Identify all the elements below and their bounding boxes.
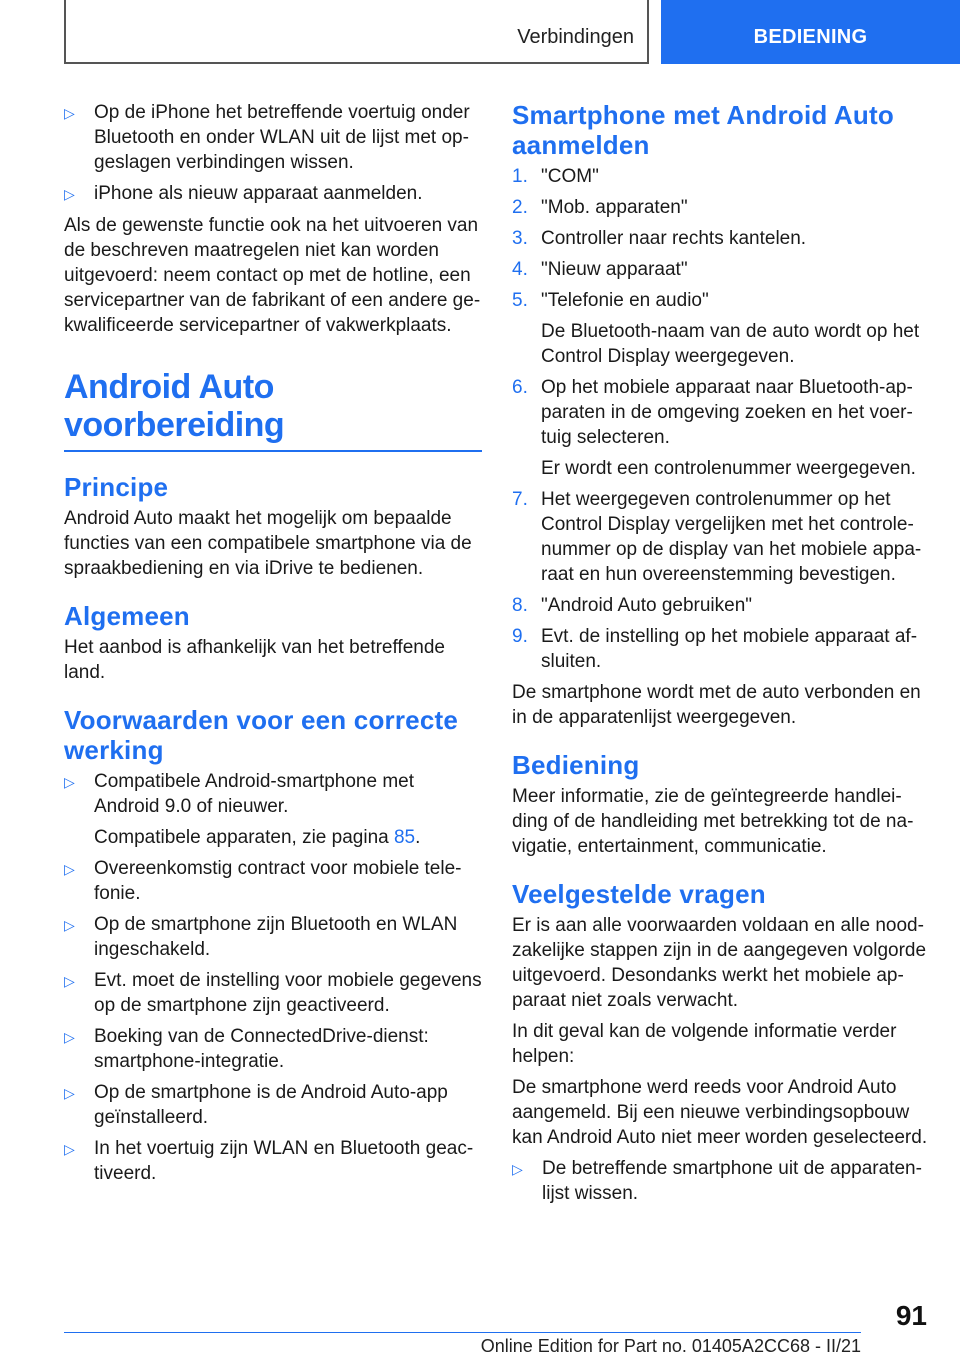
bullet-item [64, 1024, 482, 1074]
step-number: 2. [512, 197, 528, 218]
heading-principe: Principe [64, 472, 169, 502]
bullet-item [64, 912, 482, 962]
paragraph: Er is aan alle voorwaarden voldaan en alle noodzakelijke stappen zijn in de aangegeven volgorde uitgevoerd. Desondanks werkt het mobiele apparaat niet zoals verwacht. [512, 915, 927, 1011]
step-text: "COM" [541, 166, 599, 187]
step-item [512, 288, 928, 313]
bullet-item [64, 1080, 482, 1130]
step-item [512, 593, 928, 618]
bullet-text: Op de smartphone is de Android Auto-app geïnstalleerd. [94, 1082, 448, 1128]
step-text: "Nieuw apparaat" [541, 259, 688, 280]
subtext-end: . [415, 827, 421, 848]
step-number: 7. [512, 489, 528, 510]
bullet-text: Op de smartphone zijn Bluetooth en WLAN ingeschakeld. [94, 914, 458, 960]
step-number: 4. [512, 259, 528, 280]
bullet-item [64, 1136, 482, 1186]
heading-bediening: Bediening [512, 750, 640, 780]
step-text: Op het mobiele apparaat naar Bluetooth-apparaten in de omgeving zoeken en het voertuig selecteren. [541, 377, 913, 448]
footer-divider [64, 1332, 861, 1333]
bullet-text: Compatibele Android-smartphone met Android 9.0 of nieuwer. [94, 771, 415, 817]
step-number: 9. [512, 626, 528, 647]
page-number: 91 [895, 1300, 927, 1331]
paragraph: Meer informatie, zie de geïntegreerde handleiding of de handleiding met betrekking tot de navigatie, entertainment, communicatie. [512, 786, 914, 857]
page-link[interactable]: 85 [393, 827, 416, 848]
paragraph: Het aanbod is afhankelijk van het betreffende land. [64, 637, 445, 683]
heading-aanmelden: Smartphone met Android Auto aanmelden [512, 100, 894, 160]
step-item [512, 375, 928, 450]
subtext: Compatibele apparaten, zie pagina [94, 827, 394, 848]
triangle-bullet-icon: ▷ [64, 774, 75, 790]
step-item [512, 226, 928, 251]
bullet-text: In het voertuig zijn WLAN en Bluetooth geactiveerd. [94, 1138, 474, 1184]
bullet-text: Boeking van de ConnectedDrive-dienst: smartphone-integratie. [94, 1026, 429, 1072]
bullet-subtext [64, 825, 482, 850]
footer-edition: Online Edition for Part no. 01405A2CC68 - II/21 [480, 1336, 861, 1356]
step-number: 5. [512, 290, 528, 311]
paragraph: Android Auto maakt het mogelijk om bepaalde functies van een compatibele smartphone via de spraakbediening en via iDrive te bedienen. [64, 508, 472, 579]
bullet-item [512, 1156, 928, 1206]
triangle-bullet-icon: ▷ [64, 1029, 75, 1045]
paragraph: Als de gewenste functie ook na het uitvoeren van de beschreven maatregelen niet kan worden uitgevoerd: neem contact op met de hotline, een servicepartner van de fabrikant of een andere gekwalificeerde servicepartner of vakwerkplaats. [64, 215, 481, 336]
heading-voorwaarden: Voorwaarden voor een correcte werking [64, 705, 459, 765]
paragraph: In dit geval kan de volgende informatie verder helpen: [512, 1021, 897, 1067]
step-item [512, 164, 928, 189]
step-item [512, 195, 928, 220]
bullet-item [64, 100, 482, 175]
step-subtext: Er wordt een controlenummer weergegeven. [541, 458, 916, 479]
triangle-bullet-icon: ▷ [64, 861, 75, 877]
left-column [64, 100, 482, 1192]
step-number: 6. [512, 377, 528, 398]
step-text: Controller naar rechts kantelen. [541, 228, 807, 249]
step-number: 8. [512, 595, 528, 616]
triangle-bullet-icon: ▷ [512, 1161, 523, 1177]
heading-algemeen: Algemeen [64, 601, 190, 631]
step-item [512, 487, 928, 587]
chapter-tab: BEDIENING [661, 0, 960, 64]
triangle-bullet-icon: ▷ [64, 917, 75, 933]
step-text: "Mob. apparaten" [541, 197, 688, 218]
triangle-bullet-icon: ▷ [64, 186, 75, 202]
step-text: Het weergegeven controlenummer op het Control Display vergelijken met het controlenummer op de display van het mobiele apparaat en hun overeenstemming bevestigen. [541, 489, 922, 585]
step-text: "Android Auto gebruiken" [541, 595, 753, 616]
bullet-item [64, 769, 482, 819]
step-number: 1. [512, 166, 528, 187]
step-item [512, 257, 928, 282]
step-item [512, 624, 928, 674]
heading-faq: Veelgestelde vragen [512, 879, 766, 909]
triangle-bullet-icon: ▷ [64, 105, 75, 121]
bullet-item [64, 181, 482, 207]
section-title: Verbindingen [517, 26, 634, 48]
step-subtext: De Bluetooth-naam van de auto wordt op het Control Display weergegeven. [541, 321, 920, 367]
triangle-bullet-icon: ▷ [64, 973, 75, 989]
paragraph: De smartphone wordt met de auto verbonden en in de apparatenlijst weergegeven. [512, 682, 921, 728]
bullet-item [64, 968, 482, 1018]
bullet-text: Evt. moet de instelling voor mobiele gegevens op de smartphone zijn geactiveerd. [94, 970, 482, 1016]
bullet-text: Overeenkomstig contract voor mobiele telefonie. [94, 858, 462, 904]
bullet-text: iPhone als nieuw apparaat aanmelden. [94, 183, 423, 204]
bullet-text: Op de iPhone het betreffende voertuig onder Bluetooth en onder WLAN uit de lijst met opgeslagen verbindingen wissen. [94, 102, 470, 173]
bullet-item [64, 856, 482, 906]
triangle-bullet-icon: ▷ [64, 1085, 75, 1101]
bullet-text: De betreffende smartphone uit de apparatenlijst wissen. [542, 1158, 922, 1204]
step-number: 3. [512, 228, 528, 249]
main-heading: Android Auto voorbereiding [64, 368, 482, 452]
triangle-bullet-icon: ▷ [64, 1141, 75, 1157]
step-text: Evt. de instelling op het mobiele apparaat afsluiten. [541, 626, 918, 672]
step-text: "Telefonie en audio" [541, 290, 709, 311]
right-column [512, 100, 928, 1212]
paragraph: De smartphone werd reeds voor Android Auto aangemeld. Bij een nieuwe verbindingsopbouw kan Android Auto niet meer worden geselecteerd. [512, 1077, 928, 1148]
